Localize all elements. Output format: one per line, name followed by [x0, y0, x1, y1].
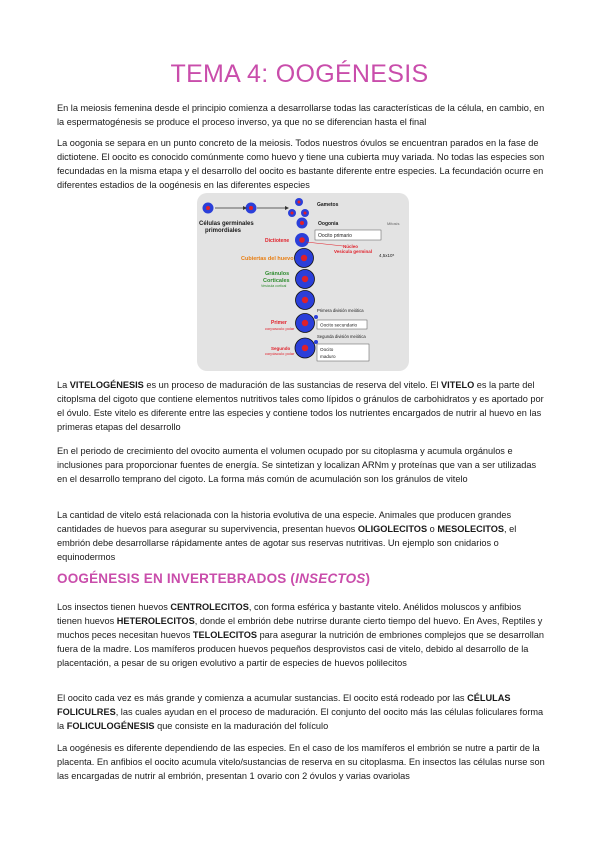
label-gametos: Gametos: [317, 202, 339, 208]
bold-term: VITELOGÉNESIS: [69, 380, 144, 390]
text-run: Los insectos tienen huevos: [57, 602, 171, 612]
gamete-cell-1: [288, 209, 296, 217]
dictiotene-cell: [295, 233, 309, 247]
oocyte-cell-growth: [296, 291, 315, 310]
section-heading-prefix: OOGÉNESIS EN INVERTEBRADOS (: [57, 571, 296, 586]
label-vesicula: Vesícula germinal: [334, 249, 373, 254]
text-run: La oogénesis es diferente dependiendo de las especies. En el caso de los mamíferos el embrión se nutre a partir de la placenta. En anfibios el oocito acumula vitelo/sustancias de reserva en su citoplasma. En insectos las células nurse son las encargadas de nutrir al embrión, presentan 1 ovario con 2 óvulos y varias ovariolas: [57, 743, 545, 781]
text-run: o: [427, 524, 438, 534]
label-nucleo: Núcleo: [343, 244, 359, 249]
paragraph-celulas-foliculares: [57, 691, 547, 733]
label-segunda-division: Segunda división meiótica: [317, 334, 366, 339]
label-dictiotene: Dictiotene: [265, 238, 290, 244]
label-vesicula-cortical: Vesícula cortical: [261, 284, 287, 288]
paragraph-oogonia: [57, 136, 547, 192]
paragraph-crecimiento: [57, 444, 547, 486]
page-title: TEMA 4: OOGÉNESIS: [170, 60, 429, 88]
text-run: La cantidad de vitelo está relacionada con la historia evolutiva de una especie. Animales que producen grandes cantidades de huevos para asegurar su supervivencia, presentan huevos: [57, 510, 512, 534]
label-oocito-primario: Oocito primario: [318, 233, 352, 239]
bold-term: HETEROLECITOS: [116, 616, 195, 626]
bold-term: FOLICULOGÉNESIS: [66, 721, 155, 731]
gamete-cell-top: [295, 198, 303, 206]
text-run: En el periodo de crecimiento del ovocito aumenta el volumen ocupado por su citoplasma y acumula orgánulos e inclusiones para proporcionar fuentes de energía. Se sintetizan y localizan ARNm y proteínas que van a ser utilizadas en el desarrollo temprano del cigoto. La forma más común de acumulación son los gránulos de vitelo: [57, 446, 537, 484]
oogenesis-diagram: [197, 193, 409, 371]
bold-term: MESOLECITOS: [437, 524, 505, 534]
label-oogonia: Oogonia: [318, 221, 339, 227]
label-segundo-corpusculo: corpúsculo polar: [265, 351, 295, 356]
cortical-granules-cell: [296, 270, 315, 289]
section-heading-italic: INSECTOS: [295, 571, 366, 586]
section-heading-suffix: ): [365, 571, 371, 586]
label-oocito: Oocito: [320, 347, 334, 352]
label-primera-division: Primera división meiótica: [317, 308, 364, 313]
label-maduro: maduro: [320, 354, 336, 359]
label-segundo: Segundo: [271, 346, 291, 351]
text-run: La oogonia se separa en un punto concreto de la meiosis. Todos nuestros óvulos se encuentran parados en la fase de dictiotene. El oocito es conocido comúnmente como huevo y tiene una cubierta muy variada. No todas las especies son fecundadas en la misma etapa y el desarrollo del oocito es bastante diferente entre especies. La fecundación ocurre en diferentes estadios de la oogénesis en las diferentes especies: [57, 138, 545, 190]
paragraph-diferencias-especies: [57, 741, 547, 783]
egg-cover-cell: [295, 249, 314, 268]
bold-term: OLIGOLECITOS: [357, 524, 428, 534]
paragraph-vitelogenesis: [57, 378, 547, 434]
bold-term: CENTROLECITOS: [170, 602, 249, 612]
text-run: El oocito cada vez es más grande y comienza a acumular sustancias. El oocito está rodeado por las: [57, 693, 468, 703]
label-cubiertas: Cubiertas del huevo: [241, 256, 294, 262]
primordial-germ-cell-1: [203, 203, 214, 214]
text-run: La: [57, 380, 70, 390]
paragraph-cantidad-vitelo: [57, 508, 547, 564]
oogenesis-diagram-svg: [197, 193, 409, 371]
gamete-cell-2: [301, 209, 309, 217]
label-granulos: Gránulos: [265, 271, 290, 277]
oogonia-cell: [297, 218, 308, 229]
bold-term: VITELO: [441, 380, 475, 390]
text-run: es un proceso de maduración de las sustancias de reserva del vitelo. El: [143, 380, 442, 390]
paragraph-intro: [57, 101, 547, 129]
text-run: , donde el embrión debe nutrirse durante cierto tiempo del huevo. En Aves, Reptiles y muchos peces necesitan huevos: [57, 616, 543, 640]
bold-term: CÉLULAS FOLICULRES: [57, 693, 511, 717]
label-oocito-secundario: Oocito secundario: [320, 322, 358, 328]
label-mitosis: Mitosis: [387, 221, 400, 226]
label-primordial: primordiales: [205, 228, 242, 234]
label-germinal-cells: Células germinales: [199, 221, 254, 227]
text-run: , con forma esférica y bastante vitelo. Anélidos moluscos y anfibios tienen huevos: [57, 602, 522, 626]
label-primer-corpusculo: corpusculo polar: [265, 326, 295, 331]
section-heading-insectos: [57, 571, 557, 586]
label-corticales: Corticales: [263, 278, 290, 284]
text-run: , las cuales ayudan en el proceso de maduración. El conjunto del oocito más las células foliculares forma la: [57, 707, 544, 731]
text-run: , el embrión debe desarrollarse rápidamente antes de agotar sus reservas nutritivas. Un ejemplo son cnidarios o equinodermos: [57, 524, 517, 562]
text-run: es la parte del citoplsma del cigoto que contiene elementos nutritivos tales como lípidos o gránulos de carbohidratos y es aportado por el óvulo. Este vitelo es diferente entre las especies y contiene todos los nutrientes encargados de nutrir al huevo en las primeras etapas del desarrollo: [57, 380, 544, 432]
label-size: 4,5x10⁵: [379, 253, 395, 258]
text-run: En la meiosis femenina desde el principio comienza a desarrollarse todas las características de la célula, en cambio, en la espermatogénesis se produce el proceso inverso, ya que no se diferencian hasta el final: [57, 103, 545, 127]
text-run: para asegurar la nutrición de embriones complejos que se desarrollan fuera de la madre. Los mamíferos producen huevos pequeños desprovistos casi de vitelo, debido al desarrollo de la placentación, a pesar de su origen evolutivo a partir de especies de huevos polilecitos: [57, 630, 545, 668]
label-primer: Primer: [271, 320, 287, 326]
paragraph-tipos-huevos: [57, 600, 547, 670]
primordial-germ-cell-2: [246, 203, 257, 214]
bold-term: TELOLECITOS: [192, 630, 258, 640]
text-run: que consiste en la maduración del folículo: [154, 721, 329, 731]
